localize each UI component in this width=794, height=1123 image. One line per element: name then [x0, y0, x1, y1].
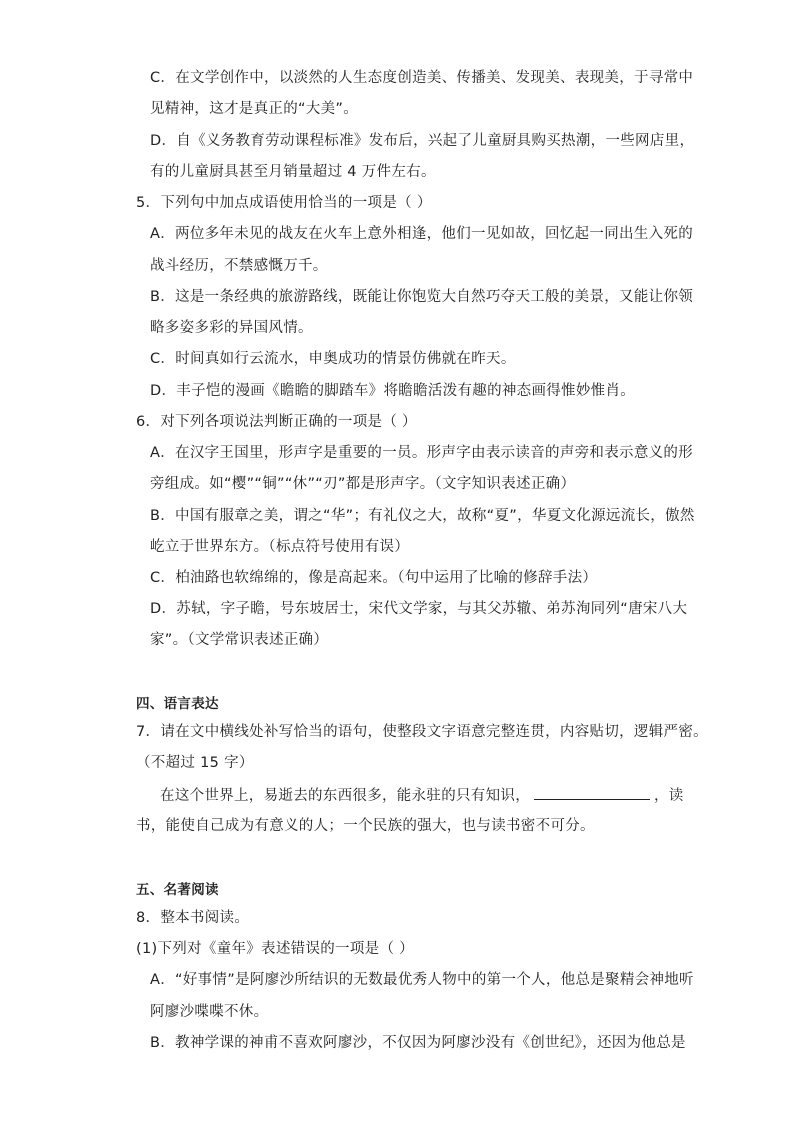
- q8-stem: 8．整本书阅读。: [136, 910, 250, 926]
- q7-passage-after-blank: ，读: [654, 788, 684, 804]
- q6-option-a-line2: 旁组成。如“樱”“铜”“休”“刃”都是形声字。（文字知识表述正确）: [150, 476, 576, 492]
- q6-option-b-line2: 屹立于世界东方。（标点符号使用有误）: [150, 539, 410, 555]
- q8-sub1-stem: (1)下列对《童年》表述错误的一项是（ ）: [136, 941, 414, 957]
- q7-answer-blank[interactable]: [534, 785, 650, 800]
- q4-option-d-line2: 有的儿童厨具甚至月销量超过 4 万件左右。: [150, 164, 436, 180]
- q7-stem-line2: （不超过 15 字）: [136, 755, 254, 771]
- q5-option-d-line1: D．丰子恺的漫画《瞻瞻的脚踏车》将瞻瞻活泼有趣的神态画得惟妙惟肖。: [150, 383, 636, 399]
- q7-passage-line2: 书，能使自己成为有意义的人；一个民族的强大，也与读书密不可分。: [136, 818, 595, 834]
- q6-option-c-line1: C．柏油路也软绵绵的，像是高起来。（句中运用了比喻的修辞手法）: [150, 570, 598, 586]
- q6-option-b-line1: B．中国有服章之美，谓之“华”；有礼仪之大，故称“夏”，华夏文化源远流长，傲然: [150, 508, 695, 524]
- q5-option-c-line1: C．时间真如行云流水，申奥成功的情景仿佛就在昨天。: [150, 351, 516, 367]
- q6-option-d-line2: 家”。（文学常识表述正确）: [150, 632, 329, 648]
- q7-passage-before-blank: 在这个世界上，易逝去的东西很多，能永驻的只有知识，: [160, 788, 530, 804]
- q5-option-a-line2: 战斗经历，不禁感慨万千。: [150, 258, 328, 274]
- q8-option-a-line1: A．“好事情”是阿廖沙所结识的无数最优秀人物中的第一个人，他总是聚精会神地听: [150, 972, 694, 988]
- q5-option-a-line1: A．两位多年未见的战友在火车上意外相逢，他们一见如故，回忆起一同出生入死的: [150, 226, 694, 242]
- q6-option-d-line1: D．苏轼，字子瞻，号东坡居士，宋代文学家，与其父苏辙、弟苏洵同列“唐宋八大: [150, 601, 688, 617]
- q6-stem: 6．对下列各项说法判断正确的一项是（ ）: [136, 414, 417, 430]
- q4-option-c-line1: C．在文学创作中，以淡然的人生态度创造美、传播美、发现美、表现美，于寻常中: [150, 70, 694, 86]
- q8-option-a-line2: 阿廖沙喋喋不休。: [150, 1004, 269, 1020]
- q5-stem: 5．下列句中加点成语使用恰当的一项是（ ）: [136, 195, 432, 211]
- q8-option-b-line1: B．教神学课的神甫不喜欢阿廖沙，不仅因为阿廖沙没有《创世纪》，还因为他总是: [150, 1035, 686, 1051]
- q7-passage-line1: [160, 785, 684, 806]
- q5-option-b-line1: B．这是一条经典的旅游路线，既能让你饱览大自然巧夺天工般的美景，又能让你领: [150, 289, 694, 305]
- section4-heading: 四、语言表达: [136, 696, 219, 712]
- q4-option-c-line2: 见精神，这才是真正的“大美”。: [150, 101, 359, 117]
- q4-option-d-line1: D．自《义务教育劳动课程标准》发布后，兴起了儿童厨具购买热潮，一些网店里，: [150, 133, 695, 149]
- q6-option-a-line1: A．在汉字王国里，形声字是重要的一员。形声字由表示读音的声旁和表示意义的形: [150, 445, 694, 461]
- section5-heading: 五、名著阅读: [136, 882, 219, 898]
- q5-option-b-line2: 略多姿多彩的异国风情。: [150, 320, 313, 336]
- q7-stem-line1: 7．请在文中横线处补写恰当的语句，使整段文字语意完整连贯，内容贴切，逻辑严密。: [136, 724, 708, 740]
